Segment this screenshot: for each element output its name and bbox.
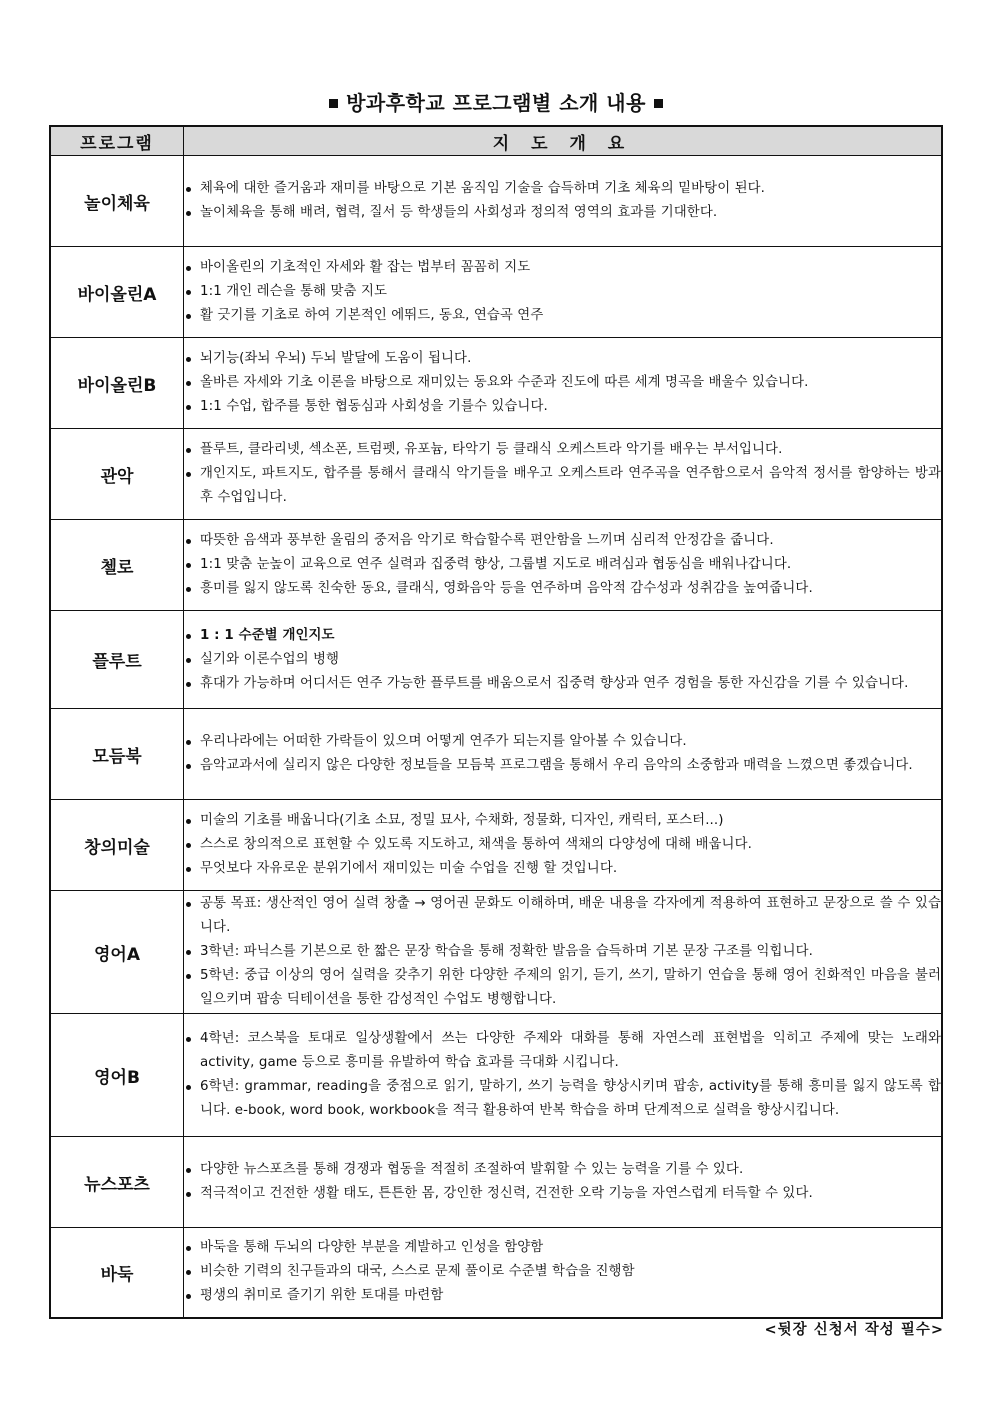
- table-row: [50, 1014, 942, 1137]
- list-item: 실기와 이론수업의 병행: [184, 648, 941, 672]
- program-description: [184, 1137, 943, 1228]
- square-bullet-icon: [654, 99, 663, 108]
- list-item: 공통 목표: 생산적인 영어 실력 창출 → 영어권 문화도 이해하며, 배운 내용을 각자에게 적용하여 표현하고 문장으로 쓸 수 있습니다.: [184, 892, 941, 940]
- program-description: [184, 611, 943, 709]
- list-item: 5학년: 중급 이상의 영어 실력을 갖추기 위한 다양한 주제의 읽기, 듣기, 쓰기, 말하기 연습을 통해 영어 친화적인 마음을 불러 일으키며 팝송 딕테이션을 통한 감성적인 수업도 병행합니다.: [184, 964, 941, 1012]
- program-description: [184, 429, 943, 520]
- document-title: [0, 88, 992, 118]
- table-row: [50, 709, 942, 800]
- table-header-row: [50, 126, 942, 156]
- program-description: [184, 1228, 943, 1318]
- program-description: [184, 156, 943, 247]
- program-description: [184, 247, 943, 338]
- table-row: [50, 247, 942, 338]
- list-item: 1:1 맞춤 눈높이 교육으로 연주 실력과 집중력 향상, 그룹별 지도로 배려심과 협동심을 배워나갑니다.: [184, 553, 941, 577]
- program-name: 바둑: [50, 1228, 184, 1318]
- program-description: [184, 709, 943, 800]
- table-row: [50, 891, 942, 1014]
- list-item: 바둑을 통해 두뇌의 다양한 부분을 계발하고 인성을 함양함: [184, 1236, 941, 1260]
- list-item: 3학년: 파닉스를 기본으로 한 짧은 문장 학습을 통해 정확한 발음을 습득하며 기본 문장 구조를 익힙니다.: [184, 940, 941, 964]
- list-item: 바이올린의 기초적인 자세와 활 잡는 법부터 꼼꼼히 지도: [184, 256, 941, 280]
- description-list: [184, 1158, 941, 1206]
- description-list: [184, 809, 941, 881]
- header-program: 프로그램: [50, 126, 184, 156]
- description-list: [184, 347, 941, 419]
- list-item: 1:1 수업, 합주를 통한 협동심과 사회성을 기를수 있습니다.: [184, 395, 941, 419]
- description-list: [184, 1027, 941, 1123]
- program-name: 플루트: [50, 611, 184, 709]
- list-item: 따뜻한 음색과 풍부한 울림의 중저음 악기로 학습할수록 편안함을 느끼며 심리적 안정감을 줍니다.: [184, 529, 941, 553]
- list-item: 비슷한 기력의 친구들과의 대국, 스스로 문제 풀이로 수준별 학습을 진행함: [184, 1260, 941, 1284]
- list-item: 뇌기능(좌뇌 우뇌) 두뇌 발달에 도움이 됩니다.: [184, 347, 941, 371]
- list-item: 개인지도, 파트지도, 합주를 통해서 클래식 악기들을 배우고 오케스트라 연주곡을 연주함으로서 음악적 정서를 함양하는 방과후 수업입니다.: [184, 462, 941, 510]
- list-item: 스스로 창의적으로 표현할 수 있도록 지도하고, 채색을 통하여 색채의 다양성에 대해 배웁니다.: [184, 833, 941, 857]
- description-list: [184, 730, 941, 778]
- list-item: 무엇보다 자유로운 분위기에서 재미있는 미술 수업을 진행 할 것입니다.: [184, 857, 941, 881]
- program-name: 영어B: [50, 1014, 184, 1137]
- description-list: [184, 438, 941, 510]
- program-table: [49, 125, 943, 1319]
- table-row: [50, 338, 942, 429]
- list-item: 1 : 1 수준별 개인지도: [184, 624, 941, 648]
- header-overview: 지 도 개 요: [184, 126, 943, 156]
- list-item: 체육에 대한 즐거움과 재미를 바탕으로 기본 움직임 기술을 습득하며 기초 체육의 밑바탕이 된다.: [184, 177, 941, 201]
- description-list: [184, 1236, 941, 1308]
- list-item: 6학년: grammar, reading을 중점으로 읽기, 말하기, 쓰기 능력을 향상시키며 팝송, activity를 통해 흥미를 잃지 않도록 합니다. e-book, word book, workbook을 적극 활용하여 반복 학습을 하며 단계적으로 실력을 향상시킵니다.: [184, 1075, 941, 1123]
- description-list: [184, 624, 941, 696]
- footer-note: <뒷장 신청서 작성 필수>: [764, 1322, 944, 1338]
- table-body: [50, 156, 942, 1318]
- square-bullet-icon: [329, 99, 338, 108]
- description-list: [184, 529, 941, 601]
- list-item: 플루트, 클라리넷, 섹소폰, 트럼펫, 유포늄, 타악기 등 클래식 오케스트라 악기를 배우는 부서입니다.: [184, 438, 941, 462]
- program-description: [184, 338, 943, 429]
- program-description: [184, 520, 943, 611]
- list-item: 적극적이고 건전한 생활 태도, 튼튼한 몸, 강인한 정신력, 건전한 오락 기능을 자연스럽게 터득할 수 있다.: [184, 1182, 941, 1206]
- list-item: 놀이체육을 통해 배려, 협력, 질서 등 학생들의 사회성과 정의적 영역의 효과를 기대한다.: [184, 201, 941, 225]
- table-row: [50, 429, 942, 520]
- description-list: [184, 177, 941, 225]
- program-description: [184, 891, 943, 1014]
- table-row: [50, 156, 942, 247]
- list-item: 올바른 자세와 기초 이론을 바탕으로 재미있는 동요와 수준과 진도에 따른 세계 명곡을 배울수 있습니다.: [184, 371, 941, 395]
- list-item: 음악교과서에 실리지 않은 다양한 정보들을 모듬북 프로그램을 통해서 우리 음악의 소중함과 매력을 느꼈으면 좋겠습니다.: [184, 754, 941, 778]
- list-item: 활 긋기를 기초로 하여 기본적인 에뛰드, 동요, 연습곡 연주: [184, 304, 941, 328]
- table-row: [50, 1137, 942, 1228]
- table-row: [50, 1228, 942, 1318]
- table-row: [50, 800, 942, 891]
- description-list: [184, 892, 941, 1012]
- document-title-text: 방과후학교 프로그램별 소개 내용: [346, 91, 646, 115]
- list-item: 4학년: 코스북을 토대로 일상생활에서 쓰는 다양한 주제와 대화를 통해 자연스레 표현법을 익히고 주제에 맞는 노래와 activity, game 등으로 흥미를 유발하여 학습 효과를 극대화 시킵니다.: [184, 1027, 941, 1075]
- table-row: [50, 520, 942, 611]
- list-item: 1:1 개인 레슨을 통해 맞춤 지도: [184, 280, 941, 304]
- list-item: 미술의 기초를 배웁니다(기초 소묘, 정밀 묘사, 수채화, 정물화, 디자인, 캐릭터, 포스터...): [184, 809, 941, 833]
- program-name: 창의미술: [50, 800, 184, 891]
- program-name: 놀이체육: [50, 156, 184, 247]
- list-item: 평생의 취미로 즐기기 위한 토대를 마련함: [184, 1284, 941, 1308]
- description-list: [184, 256, 941, 328]
- program-name: 뉴스포츠: [50, 1137, 184, 1228]
- table-row: [50, 611, 942, 709]
- list-item: 우리나라에는 어떠한 가락들이 있으며 어떻게 연주가 되는지를 알아볼 수 있습니다.: [184, 730, 941, 754]
- program-name: 모듬북: [50, 709, 184, 800]
- program-description: [184, 800, 943, 891]
- list-item: 흥미를 잃지 않도록 친숙한 동요, 클래식, 영화음악 등을 연주하며 음악적 감수성과 성취감을 높여줍니다.: [184, 577, 941, 601]
- program-name: 영어A: [50, 891, 184, 1014]
- program-name: 바이올린A: [50, 247, 184, 338]
- program-name: 관악: [50, 429, 184, 520]
- list-item: 휴대가 가능하며 어디서든 연주 가능한 플루트를 배움으로서 집중력 향상과 연주 경험을 통한 자신감을 기를 수 있습니다.: [184, 672, 941, 696]
- list-item: 다양한 뉴스포츠를 통해 경쟁과 협동을 적절히 조절하여 발휘할 수 있는 능력을 기를 수 있다.: [184, 1158, 941, 1182]
- program-name: 바이올린B: [50, 338, 184, 429]
- program-description: [184, 1014, 943, 1137]
- program-name: 첼로: [50, 520, 184, 611]
